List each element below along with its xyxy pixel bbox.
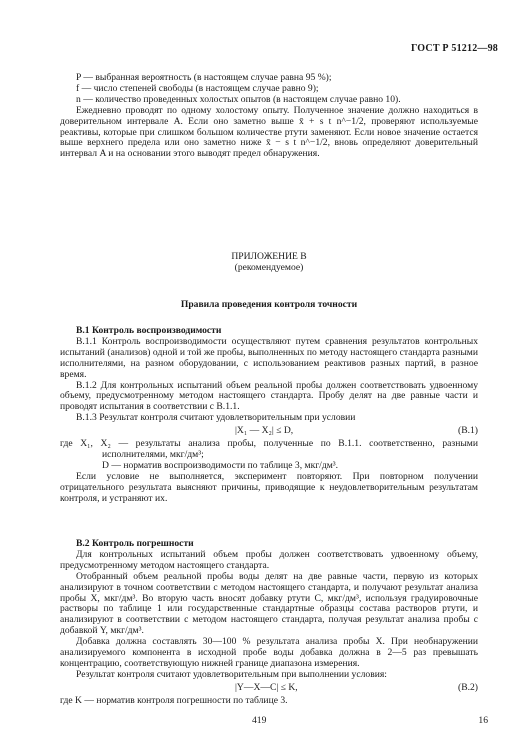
appendix-title: ПРИЛОЖЕНИЕ В: [231, 251, 307, 262]
equation-b1-number: (В.1): [458, 425, 478, 437]
appendix-heading: Правила проведения контроля точности: [180, 299, 358, 310]
appendix-subtitle: (рекомендуемое): [234, 261, 304, 273]
section-b2: [60, 539, 478, 707]
section-b2-heading: В.2 Контроль погрешности: [76, 538, 194, 549]
definition-p: P — выбранная вероятность (в настоящем случае равна 95 %);: [76, 72, 332, 83]
section-b1: [60, 326, 478, 505]
clause-b2-procedure: Отобранный объем реальной пробы воды делят на две равные части, первую из которых анализируют в точном соответствии с методом настоящего стандарта, и получают результат анализа пробы X, мкг/дм³. Во вторую часть вносят добавку ртути C, мкг/дм³, используя градуировочные растворы по таблице 1 или государственные стандартные образцы состава растворов ртути, и анализируют в соответствии с методом настоящего стандарта, получая результат анализа пробы с добавкой Y, мкг/дм³.: [60, 570, 478, 637]
appendix-title-block: [60, 252, 478, 274]
equation-b2-formula: |Y—X—C| ≤ K,: [235, 681, 298, 693]
equation-b2-number: (В.2): [458, 681, 478, 693]
equation-b1-formula: |X₁ — X₂| ≤ D,: [235, 425, 294, 437]
equation-b1: [60, 424, 478, 439]
page-number-center: 419: [252, 715, 267, 726]
page-number-right: 16: [478, 715, 488, 726]
clause-b2-volume: Для контрольных испытаний объем пробы должен соответствовать удвоенному объему, предусмотренному методом настоящего стандарта.: [60, 548, 478, 571]
intro-section: [60, 73, 478, 160]
clause-b1-3: В.1.3 Результат контроля считают удовлетворительным при условии: [76, 412, 356, 424]
clause-b2-addition: Добавка должна составлять 30—100 % результата анализа пробы X. При необнаружении анализируемого компонента в исходной пробе воды добавка должна в 2—5 раз превышать концентрацию, соответствующую нижней границе диапазона измерения.: [60, 636, 478, 669]
section-b1-heading: В.1 Контроль воспроизводимости: [76, 325, 222, 336]
clause-b1-repeat: Если условие не выполняется, эксперимент повторяют. При повторном получении отрицательного результата выясняют причины, приводящие к неудовлетворительным результатам контроля, и устраняют их.: [60, 470, 478, 504]
equation-b2: [60, 681, 478, 696]
where-x1-x2: где X₁, X₂ — результаты анализа пробы, полученные по В.1.1. соответственно, разными исполнителями, мкг/дм³;: [60, 438, 478, 461]
definition-n: n — количество проведенных холостых опытов (в настоящем случае равно 10).: [76, 93, 401, 105]
where-d: D — норматив воспроизводимости по таблице 3, мкг/дм³.: [102, 459, 339, 471]
standard-header: ГОСТ Р 51212—98: [410, 43, 498, 54]
definition-f: f — число степеней свободы (в настоящем случае равно 9);: [76, 82, 319, 94]
where-k: где K — норматив контроля погрешности по таблице 3.: [60, 694, 288, 706]
intro-paragraph: Ежедневно проводят по одному холостому опыту. Полученное значение должно находиться в доверительном интервале A. Если оно заметно выше x̄ + s t n^−1/2, проверяют используемые реактивы, которые при слишком большом количестве ртути заменяют. Если новое значение остается выше верхнего предела или оно заметно ниже x̄ − s t n^−1/2, вновь определяют доверительный интервал A и на основании этого выводят предел обнаружения.: [60, 104, 478, 160]
clause-b1-1: В.1.1 Контроль воспроизводимости осуществляют путем сравнения результатов контрольных испытаний (анализов) одной и той же пробы, выполненных по методу настоящего стандарта разными исполнителями, на разном оборудовании, с использованием реактивов разных партий, в разное время.: [60, 335, 478, 380]
clause-b2-condition: Результат контроля считают удовлетворительным при выполнении условия:: [76, 668, 387, 680]
clause-b1-2: В.1.2 Для контрольных испытаний объем реальной пробы должен соответствовать удвоенному объему, предусмотренному методом настоящего стандарта. Пробу делят на две равные части и проводят испытания в соответствии с В.1.1.: [60, 379, 478, 413]
